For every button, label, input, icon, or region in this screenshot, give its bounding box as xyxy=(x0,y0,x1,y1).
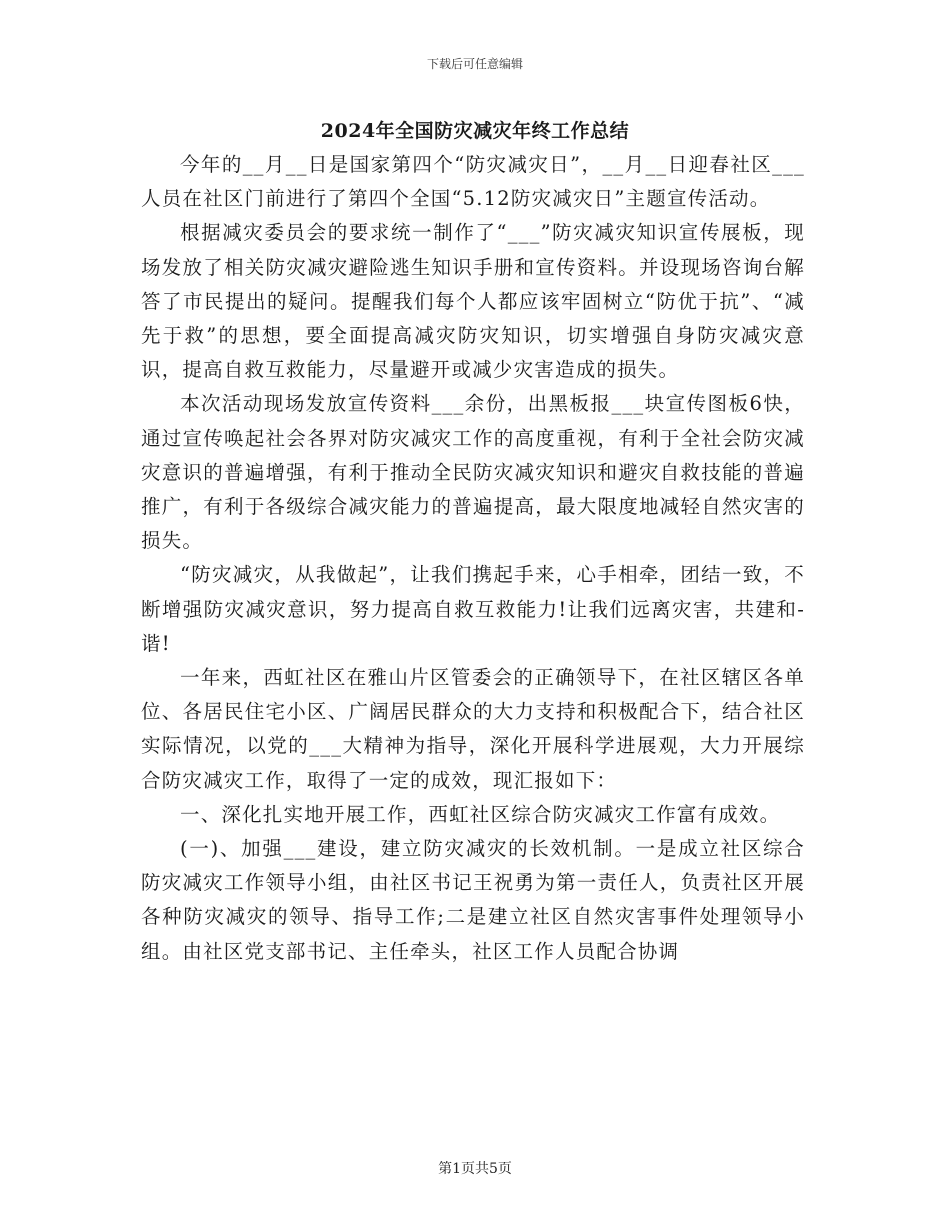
paragraph-7: (一)、加强___建设，建立防灾减灾的长效机制。一是成立社区综合防灾减灾工作领导小组，由社区书记王祝勇为第一责任人，负责社区开展各种防灾减灾的领导、指导工作;二是建立社区自然灾害事件处理领导小组。由社区党支部书记、主任牵头，社区工作人员配合协调 xyxy=(141,837,805,963)
document-title: 2024年全国防灾减灾年终工作总结 xyxy=(320,120,630,142)
paragraph-3: 本次活动现场发放宣传资料___余份，出黑板报___块宣传图板6快，通过宣传唤起社会各界对防灾减灾工作的高度重视，有利于全社会防灾减灾意识的普遍增强，有利于推动全民防灾减灾知识和避灾自救技能的普遍推广，有利于各级综合减灾能力的普遍提高，最大限度地减轻自然灾害的损失。 xyxy=(141,392,805,553)
document-body xyxy=(141,148,805,969)
paragraph-6: 一、深化扎实地开展工作，西虹社区综合防灾减灾工作富有成效。 xyxy=(180,802,781,826)
paragraph-4: “防灾减灾，从我做起”，让我们携起手来，心手相牵，团结一致，不断增强防灾减灾意识，努力提高自救互救能力!让我们远离灾害，共建和-谐! xyxy=(141,563,805,655)
paragraph-2: 根据减灾委员会的要求统一制作了“___”防灾减灾知识宣传展板，现场发放了相关防灾减灾避险逃生知识手册和宣传资料。并设现场咨询台解答了市民提出的疑问。提醒我们每个人都应该牢固树立“防优于抗”、“减先于救”的思想，要全面提高减灾防灾知识，切实增强自身防灾减灾意识，提高自救互救能力，尽量避开或减少灾害造成的损失。 xyxy=(141,221,805,382)
header-note: 下载后可任意编辑 xyxy=(426,57,523,71)
page-number: 第1页共5页 xyxy=(438,1161,512,1177)
paragraph-1: 今年的__月__日是国家第四个“防灾减灾日”，__月__日迎春社区___人员在社区门前进行了第四个全国“5.12防灾减灾日”主题宣传活动。 xyxy=(141,153,805,211)
paragraph-5: 一年来，西虹社区在雅山片区管委会的正确领导下，在社区辖区各单位、各居民住宅小区、广阔居民群众的大力支持和积极配合下，结合社区实际情况，以党的___大精神为指导，深化开展科学进展观，大力开展综合防灾减灾工作，取得了一定的成效，现汇报如下： xyxy=(141,666,805,792)
